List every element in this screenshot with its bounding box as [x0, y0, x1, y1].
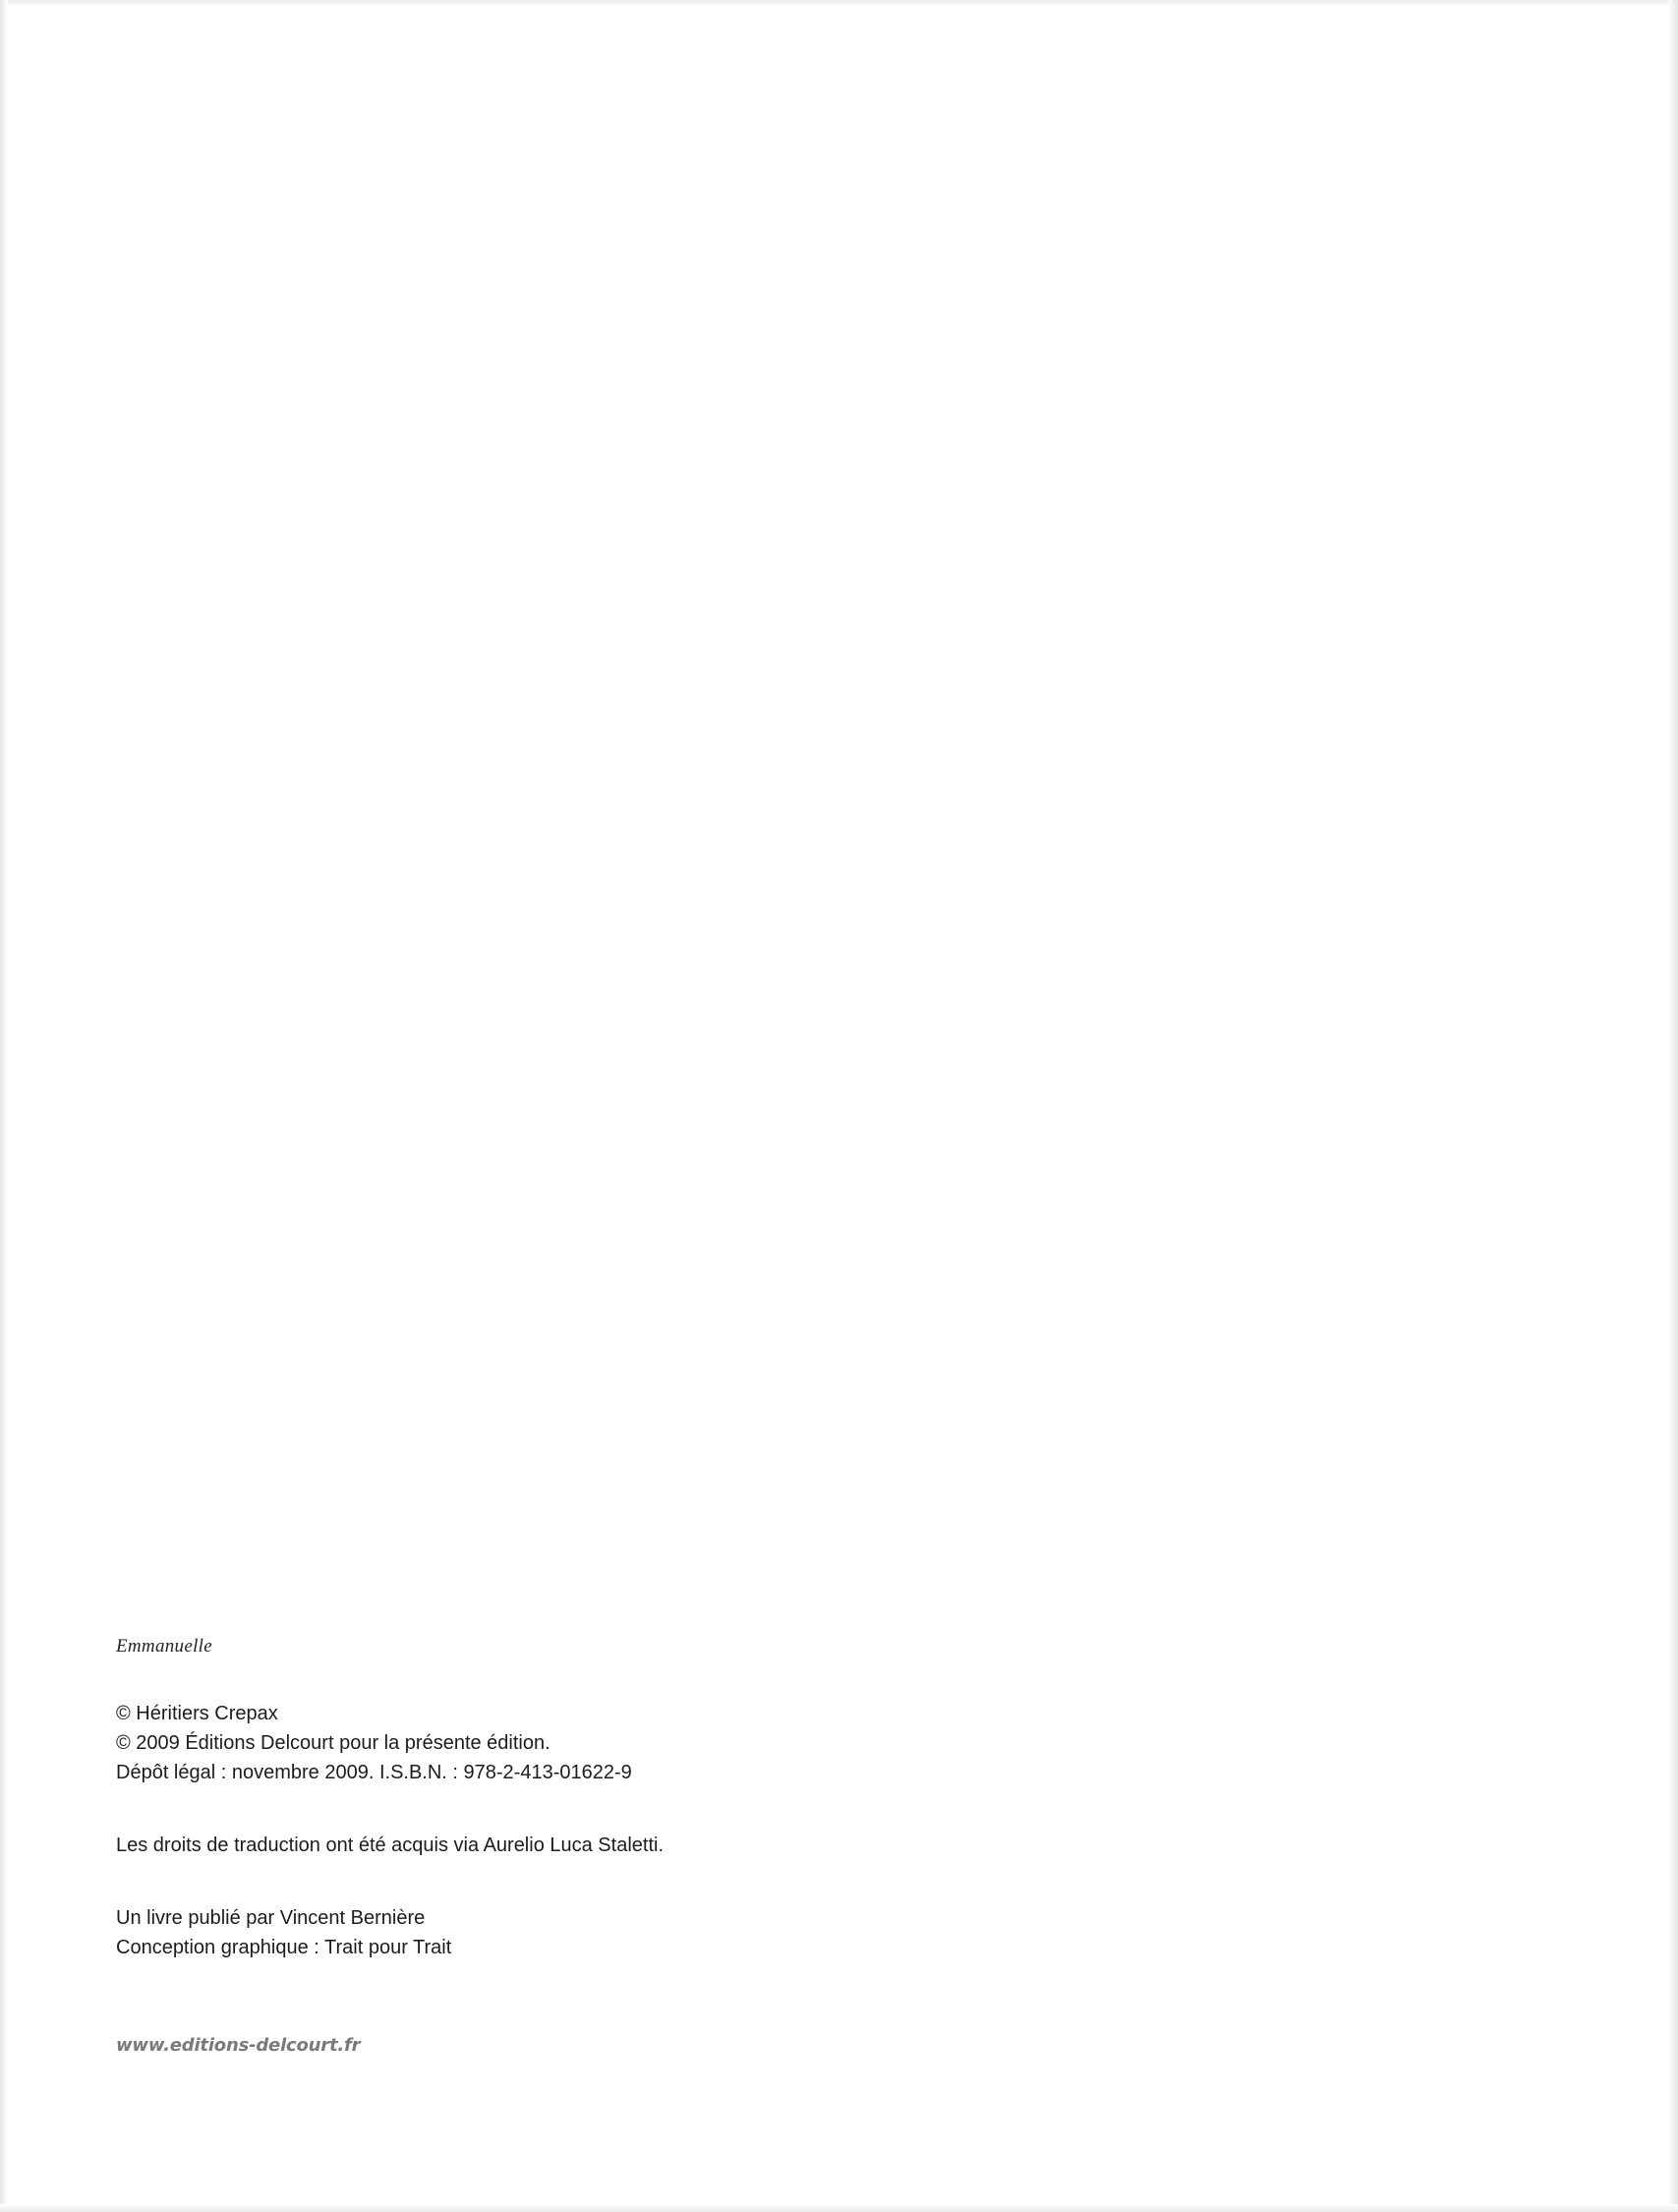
graphic-design-credit-line: Conception graphique : Trait pour Trait	[116, 1937, 452, 1958]
work-title: Emmanuelle	[116, 1636, 212, 1657]
page-edge-left	[0, 0, 8, 2212]
copyright-line-1: © Héritiers Crepax	[116, 1703, 278, 1724]
legal-deposit-isbn-line: Dépôt légal : novembre 2009. I.S.B.N. : 978-2-413-01622-9	[116, 1762, 632, 1783]
legal-notice	[116, 1699, 1001, 1787]
colophon-block	[116, 1636, 1001, 2056]
publisher-credit-line: Un livre publié par Vincent Bernière	[116, 1907, 426, 1929]
publisher-website-url: www.editions-delcourt.fr	[116, 2035, 361, 2056]
credits	[116, 1903, 1001, 1962]
translation-rights-note: Les droits de traduction ont été acquis via Aurelio Luca Staletti.	[116, 1834, 665, 1856]
copyright-line-2: © 2009 Éditions Delcourt pour la présente édition.	[116, 1732, 550, 1754]
page-edge-top	[0, 0, 1678, 6]
page-edge-bottom	[0, 2204, 1678, 2212]
page-edge-right	[1668, 0, 1678, 2212]
